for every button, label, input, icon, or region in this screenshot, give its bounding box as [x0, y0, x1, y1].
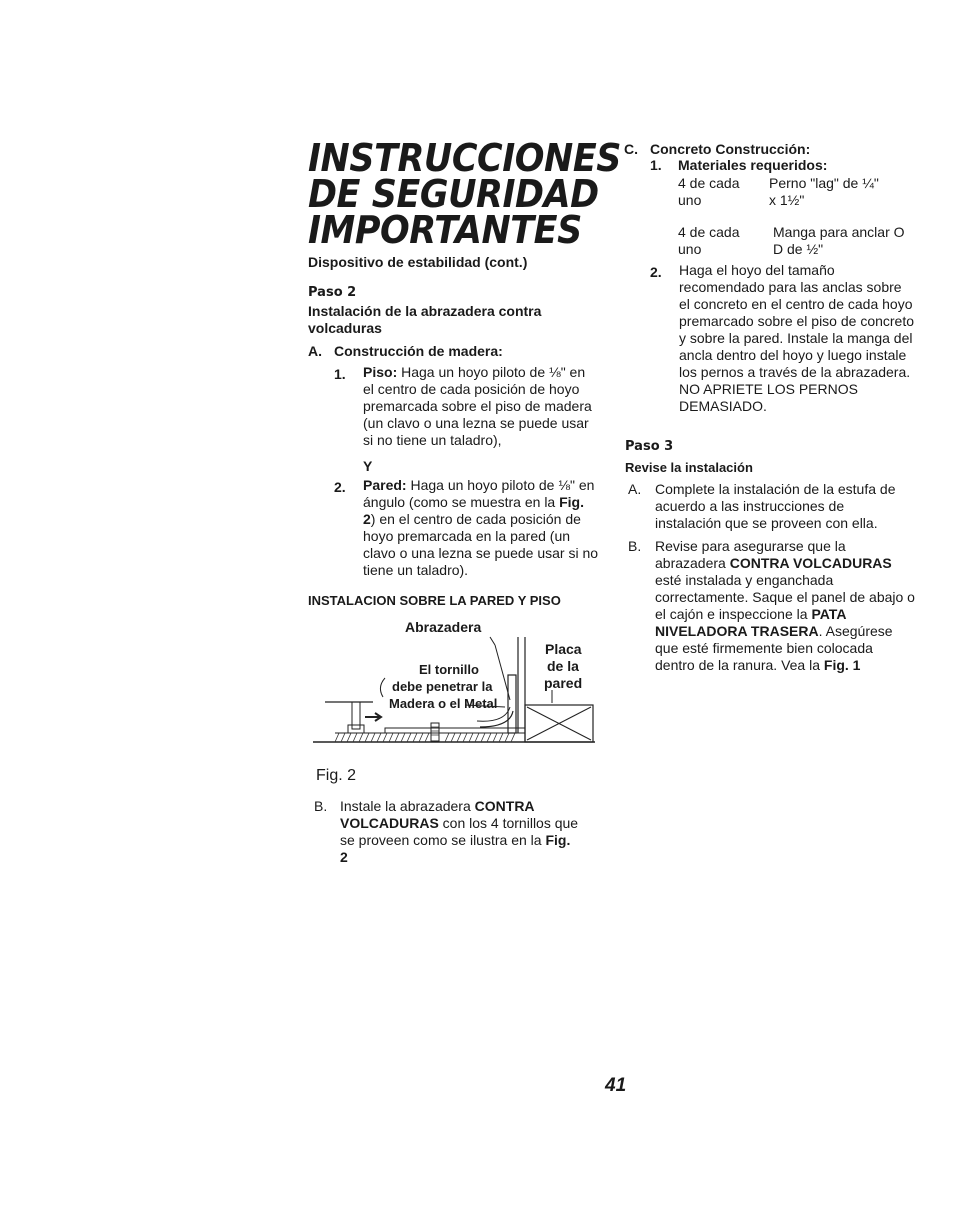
check-b-body-b: esté instalada y enganchada correctamente. Saque el panel de abajo o el cajón e inspeccione la: [655, 572, 915, 622]
section-c-title: Concreto Construcción:: [650, 141, 811, 157]
sub-2-number: 2.: [650, 264, 662, 280]
item-2-number: 2.: [334, 479, 346, 495]
paso-2-heading: Instalación de la abrazadera contra volcaduras: [308, 303, 542, 336]
page-number: 41: [605, 1075, 627, 1096]
label-placa-1: Placa: [545, 641, 582, 657]
check-b-label: B.: [628, 538, 642, 554]
check-b-fig-ref: Fig. 1: [823, 657, 861, 673]
title-line-1: INSTRUCCIONES: [308, 136, 621, 180]
label-tornillo-2: debe penetrar la: [392, 679, 493, 694]
section-c-label: C.: [624, 141, 638, 157]
page-title: [308, 136, 621, 252]
item-2-bold: Pared:: [363, 477, 407, 493]
figure-2-diagram: [305, 615, 605, 750]
item-1-text: [363, 364, 599, 449]
check-b-bold-1: CONTRA VOLCADURAS: [729, 555, 892, 571]
floor-screw: [431, 723, 439, 741]
or-label: Y: [363, 458, 373, 474]
check-b-bold-2: PATA NIVELADORA TRASERA: [655, 606, 846, 639]
check-a-label: A.: [628, 481, 642, 497]
sub-2-text: Haga el hoyo del tamaño recomendado para las anclas sobre el concreto en el centro de cada hoyo premarcado sobre el piso de concreto y sobre la pared. Instale la manga del ancla dentro del hoyo y luego instale los pernos a través de la abrazadera. NO APRIETE LOS PERNOS DEMASIADO.: [679, 262, 915, 414]
sub-1-number: 1.: [650, 157, 662, 173]
material-1-qty: 4 de cada uno: [678, 175, 740, 208]
material-2-desc: Manga para anclar O D de ½": [773, 224, 905, 257]
figure-heading: INSTALACION SOBRE LA PARED Y PISO: [308, 593, 561, 608]
label-tornillo-1: El tornillo: [419, 662, 479, 677]
material-2-qty: 4 de cada uno: [678, 224, 740, 257]
title-line-2: DE SEGURIDAD: [308, 172, 599, 216]
label-abrazadera: Abrazadera: [405, 619, 482, 635]
label-placa-2: de la: [547, 658, 579, 674]
item-1-bold: Piso:: [363, 364, 398, 380]
label-placa-3: pared: [544, 675, 583, 691]
section-b-body-a: Instale la abrazadera: [340, 798, 471, 814]
paso-2-label: Paso 2: [308, 285, 357, 300]
section-b-label: B.: [314, 798, 328, 814]
label-tornillo-3: Madera o el Metal: [389, 696, 498, 711]
paso-3-label: Paso 3: [625, 439, 674, 454]
title-line-3: IMPORTANTES: [308, 208, 582, 252]
section-b-bold: CONTRA VOLCADURAS: [340, 798, 535, 831]
item-2-fig-ref: Fig. 2: [363, 494, 584, 527]
section-a-title: Construcción de madera:: [334, 343, 503, 359]
check-b-body-a: Revise para asegurarse que la abrazadera: [655, 538, 846, 571]
sub-1-title: Materiales requeridos:: [678, 157, 828, 173]
item-1-body: Haga un hoyo piloto de ⅛" en el centro de cada posición de hoyo premarcada sobre el piso de madera (un clavo o una lezna se puede usar si no tiene un taladro),: [363, 364, 592, 448]
floor-hatching: [335, 733, 515, 742]
section-a-label: A.: [308, 343, 322, 359]
section-b-body-b: con los 4 tornillos que se proveen como se ilustra en la: [340, 815, 579, 848]
bracket-vertical: [508, 675, 516, 733]
subtitle: Dispositivo de estabilidad (cont.): [308, 254, 528, 270]
check-a-text: Complete la instalación de la estufa de acuerdo a las instrucciones de instalación que se proveen con ella.: [655, 481, 896, 531]
item-2-text: [363, 477, 599, 579]
item-2-body-a: Haga un hoyo piloto de ⅛" en ángulo (como se muestra en la: [363, 477, 595, 510]
section-b-fig-ref: Fig. 2: [340, 832, 571, 865]
section-b-text: [340, 798, 580, 866]
material-1-desc: Perno "lag" de ¼" x 1½": [769, 175, 879, 208]
item-2-body-b: ) en el centro de cada posición de hoyo premarcada en la pared (un clavo o una lezna se puede usar si no tiene un taladro).: [363, 511, 599, 578]
figure-caption: Fig. 2: [316, 767, 357, 784]
paso-3-heading: Revise la instalación: [625, 460, 753, 475]
check-b-body-c: . Asegúrese que esté firmemente bien colocada dentro de la ranura. Vea la: [655, 623, 893, 673]
check-b-text: [655, 538, 915, 674]
item-1-number: 1.: [334, 366, 346, 382]
arrow-icon: [365, 713, 381, 721]
